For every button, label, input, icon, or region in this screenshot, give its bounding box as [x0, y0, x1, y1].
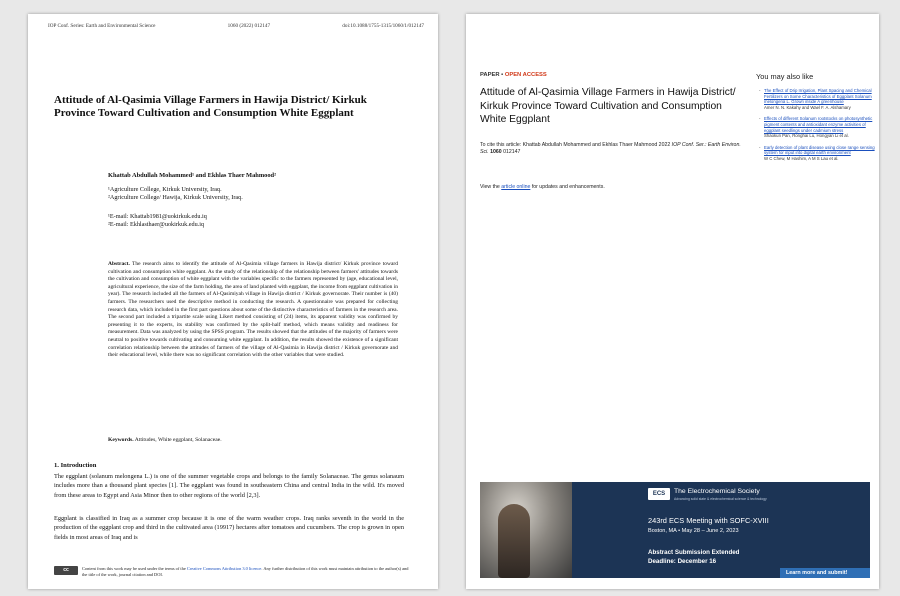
may-also-like-list — [764, 88, 876, 168]
journal-name: IOP Conf. Series: Earth and Environmental Science — [48, 23, 156, 29]
license-text-2: . Any further distribution of this work must maintain attribution to the author(s) and the title of the work, journal citation and DOI. — [82, 566, 409, 577]
related-article-authors: Shaokun Pan, Ronghai Lu, Hongyan Li et al. — [764, 133, 849, 139]
event-name: 243rd ECS Meeting with SOFC-XVIII — [648, 516, 769, 525]
related-article-link[interactable]: - Early detection of plant disease using close range sensing system for input into digital earth environment — [764, 144, 875, 156]
citation-volume: 1060 — [490, 149, 502, 155]
ad-photo — [480, 482, 572, 578]
email-2: ²E-mail: Ekhlasthaer@uokirkuk.edu.iq — [108, 221, 205, 228]
related-article-link[interactable]: - The Effect of Drip Irrigation, Plant Spacing and Chemical Fertilizers on Some Characteristics of Eggplant Solanum melongena L. Grown inside A greenhouse — [764, 88, 872, 105]
paper-title: Attitude of Al-Qasimia Village Farmers in Hawija District/ Kirkuk Province Toward Cultivation and Consumption White Eggplant — [54, 94, 367, 119]
submission-notice — [648, 548, 739, 566]
intro-paragraph-2: Eggplant is classified in Iraq as a summer crop because it is one of the warm weather crops. Iraq ranks seventh in the world in the production of the eggplant crop and third in the cultivated area (19917) hectares after tomatoes and cucumbers. The crop is grown in open fields in most areas of Iraq and is — [54, 515, 404, 541]
affiliation-1: ¹Agriculture College, Kirkuk University, Iraq. — [108, 186, 222, 193]
citation-prefix: To cite this article: Khattab Abdullah Mohammed and Ekhlas Thaer Mahmood 2022 — [480, 142, 672, 148]
section-heading: 1. Introduction — [54, 462, 97, 469]
volume-number: 1060 (2022) 012147 — [227, 23, 271, 29]
citation — [480, 142, 750, 156]
view-prefix: View the — [480, 184, 502, 190]
cover-title: Attitude of Al-Qasimia Village Farmers in Hawija District/ Kirkuk Province Toward Cultivation and Consumption White Eggplant — [480, 87, 736, 125]
keywords-text: Attitudes, White eggplant, Solanaceae. — [134, 437, 222, 443]
license-footer — [54, 566, 414, 578]
author-emails — [108, 213, 207, 229]
submission-line-2: Deadline: December 16 — [648, 558, 717, 565]
view-suffix: for updates and enhancements. — [530, 184, 605, 190]
affiliations — [108, 186, 243, 202]
cc-license-icon: cc — [54, 566, 78, 575]
keywords — [108, 437, 222, 443]
event-date: Boston, MA • May 28 – June 2, 2023 — [648, 528, 739, 534]
submission-line-1: Abstract Submission Extended — [648, 549, 740, 556]
society-name: The Electrochemical Society — [674, 488, 760, 495]
license-text-1: Content from this work may be used under the terms of the — [82, 566, 187, 571]
license-link[interactable]: Creative Commons Attribution 3.0 licence — [186, 566, 262, 571]
license-text — [82, 566, 414, 578]
paper-first-page — [28, 14, 438, 589]
list-item — [764, 116, 876, 138]
ecs-logo: ECS — [648, 488, 670, 500]
citation-number: 012147 — [503, 149, 521, 155]
list-item — [764, 88, 876, 110]
article-online-link[interactable]: article online — [501, 184, 531, 190]
running-header — [48, 23, 424, 29]
related-article-authors: Amer N. N. Kakahy and Wael F. A. Alshamary — [764, 104, 851, 110]
author-line: Khattab Abdullah Mohammed¹ and Ekhlas Thaer Mahmood² — [108, 172, 277, 179]
cover-page — [466, 14, 879, 589]
view-online — [480, 184, 605, 190]
related-article-link[interactable]: - Effects of different Solanum rootstocks on photosynthetic pigment contents and antioxidant enzyme activities of eggplant seedlings under cadmium stress — [764, 116, 873, 133]
doi: doi:10.1088/1755-1315/1060/1/012147 — [342, 23, 424, 29]
society-tagline: Advancing solid state & electrochemical science & technology — [674, 497, 767, 501]
related-article-authors: W C Chew, M Hashim, A M S Lau et al. — [764, 155, 839, 161]
citation-journal: IOP Conf. Ser.: Earth Environ. Sci. — [480, 142, 741, 155]
open-access-label: OPEN ACCESS — [504, 72, 547, 78]
paper-label: PAPER — [480, 72, 500, 78]
abstract — [108, 261, 398, 360]
affiliation-2: ²Agriculture College/ Hawija, Kirkuk University, Iraq. — [108, 194, 243, 201]
paper-type-label: PAPER • OPEN ACCESS — [480, 72, 547, 78]
email-1: ¹E-mail: Khattab1981@uokirkuk.edu.iq — [108, 213, 207, 220]
learn-more-button[interactable]: Learn more and submit! — [780, 568, 870, 578]
intro-paragraph-1: The eggplant (solanum melongena L.) is one of the summer vegetable crops and belongs to the family Solanaceae. The genus solanaum includes more than a thousand plant species [1]. The eggplant was found in southeastern China and central India in the wild. It's moved from these areas to Egypt and Asia Minor then to other regions of the world [2,3]. — [54, 473, 404, 499]
ecs-advertisement[interactable] — [480, 482, 870, 578]
list-item — [764, 145, 876, 162]
speaker-figure-icon — [498, 504, 530, 578]
may-also-like-heading: You may also like — [756, 72, 814, 81]
abstract-text: The research aims to identify the attitude of Al-Qasimia village farmers in Hawija district/ Kirkuk province toward cultivation and consumption white eggplant. As the study of the relationship of the relationship between farmers' attitudes towards the cultivation and consumption of white eggplant with the variables specific to the farmers represented by (age, educational level, agricultural experience, the size of the farm holding, the area of land planted with eggplant, the income from eggplant cultivation in year). The research included all the farmers of Al-Qasimiyah village in Hawija district / Kirkuk governorate. Their number is (40) farmers. The researchers used the descriptive method in conducting the research. A questionnaire was prepared for collecting research data, which included in the first part questions about some of the distinctive characteristics of farmers in the research area. The second part included a tripartite scale using Likert method consisting of (24) items, its apparent validity was confirmed by presenting it to the experts, its stability was confirmed by the split-half method, which means validity and readiness for measurement. Data was analyzed by using the SPSS program. The results showed that the attitudes of the majority of farmers were neutral to positive towards cultivating and consuming white eggplant. In addition, the results showed the existence of a significant correlation relationship between the attitudes of farmers of the village of Al-Qasimia in Hawija district / Kirkuk governorate and their educational level, while there was no significant correlation with the other variables that were studied. — [108, 261, 398, 359]
abstract-label: Abstract. — [108, 261, 130, 267]
keywords-label: Keywords. — [108, 437, 134, 443]
